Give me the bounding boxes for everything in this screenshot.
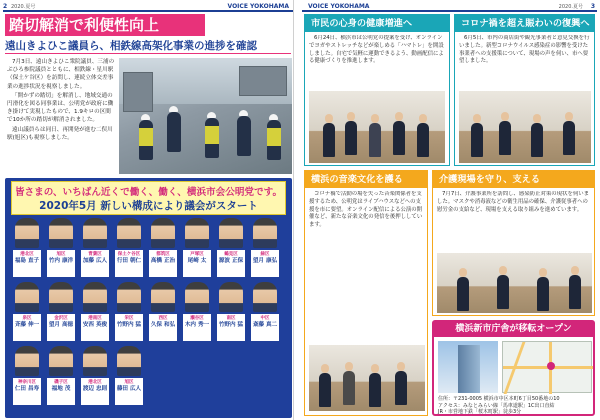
member-name-text: 藤田 広人 — [116, 386, 142, 392]
member-name — [149, 314, 177, 341]
article-paragraph: 7月3日、遠山きよひこ衆院議員、三浦のぶひろ参院議員とともに、相鉄線・星川駅（保土ケ谷区）を訪問し、連続立体交差事業の進捗状況を視察しました。 — [7, 59, 115, 90]
member-ward: 金沢区 — [54, 316, 68, 321]
council-title: 2020年5月 新しい構成により議会がスタート — [39, 200, 258, 212]
member-name — [13, 314, 41, 341]
council-member — [45, 218, 77, 278]
member-ward: 港南区 — [88, 316, 102, 321]
member-name-text: 渡辺 忠則 — [82, 386, 108, 392]
member-name — [47, 314, 75, 341]
covid-section — [454, 14, 595, 166]
station-visit-photo — [119, 58, 292, 174]
council-member — [215, 282, 247, 342]
member-name — [115, 250, 143, 277]
city-hall-ad — [432, 320, 595, 416]
member-ward: 西区 — [158, 316, 168, 321]
city-hall-access-2: JR・市営地下鉄「桜木町駅」徒歩3分 — [438, 409, 522, 416]
member-name-text: 斎藤 真二 — [252, 322, 278, 328]
music-title: 横浜の音楽文化を護る — [305, 171, 427, 188]
music-photo — [309, 345, 425, 411]
member-name — [183, 250, 211, 277]
article-body — [7, 58, 115, 176]
covid-photo — [459, 91, 591, 163]
member-ward: 戸塚区 — [190, 252, 204, 257]
member-name — [149, 250, 177, 277]
council-member — [147, 218, 179, 278]
council-header — [11, 181, 286, 215]
member-name-text: 加藤 広人 — [82, 258, 108, 264]
member-name-text: 福島 直子 — [14, 258, 40, 264]
member-portrait — [219, 282, 243, 312]
member-name — [81, 314, 109, 341]
member-name-text: 望月 高徳 — [48, 322, 74, 328]
left-page-header — [3, 3, 293, 12]
member-portrait — [117, 282, 141, 312]
council-members-panel — [5, 178, 292, 418]
council-member — [181, 282, 213, 342]
city-hall-map — [502, 341, 592, 393]
member-portrait — [151, 218, 175, 248]
music-paragraph: コロナ禍で活動の場を失った音楽関係者を支援するため、公明党はライブハウスなどへの支援を市に要望。オンライン配信による公演の開催など、新たな音楽文化の発信を後押ししています。 — [309, 191, 423, 229]
member-name — [47, 250, 75, 277]
council-member — [181, 218, 213, 278]
city-hall-address: 住所：〒231-0005 横浜市中区本町6丁目50番地の10 — [438, 396, 560, 402]
covid-text — [459, 35, 591, 87]
city-hall-ad-title: 横浜新市庁舎が移転オープン — [434, 322, 593, 337]
member-portrait — [15, 218, 39, 248]
map-pin-icon — [547, 362, 555, 370]
issue-date: 2020.夏号 — [558, 4, 583, 10]
member-name-text: 望月 康弘 — [252, 258, 278, 264]
council-member — [45, 282, 77, 342]
member-name-text: 福地 茂 — [51, 386, 71, 392]
member-ward: 南区 — [226, 316, 236, 321]
council-member — [113, 282, 145, 342]
article-headline: 踏切解消で利便性向上 — [5, 14, 205, 36]
member-portrait — [219, 218, 243, 248]
member-portrait — [185, 282, 209, 312]
article-paragraph: 「開かずの踏切」を解消し、地域交通の円滑化を図る同事業は、公明党が政府に働き掛けて実現したもので、1.9キロの区間で10か所の踏切が解消されました。 — [7, 92, 114, 124]
city-hall-building-image — [438, 341, 498, 393]
member-portrait — [117, 346, 141, 376]
member-portrait — [185, 218, 209, 248]
page-number: 3 — [590, 3, 595, 10]
health-text — [309, 35, 445, 87]
member-name — [251, 250, 279, 277]
member-portrait — [151, 282, 175, 312]
care-photo — [437, 253, 592, 313]
city-hall-info — [438, 396, 593, 416]
member-ward: 保土ケ谷区 — [117, 252, 141, 257]
right-page-header — [302, 3, 597, 12]
member-portrait — [83, 282, 107, 312]
council-member — [147, 282, 179, 342]
member-name-text: 行田 朝仁 — [116, 258, 142, 264]
member-portrait — [83, 346, 107, 376]
member-ward: 神奈川区 — [18, 380, 36, 385]
member-ward: 旭区 — [124, 380, 134, 385]
member-portrait — [253, 282, 277, 312]
health-paragraph: 6月24日、横浜市は公明党の提案を受け、オンラインでヨガやストレッチなどが楽しめる「ハマトレ」を開設しました。自宅で気軽に運動できるよう、動画配信による健康づくりを推進します。 — [309, 35, 444, 65]
member-name — [115, 378, 143, 405]
member-name-text: 竹内 康洋 — [48, 258, 74, 264]
article-paragraph: 遠山議員らは同日、再開発が進む二俣川駅(旭区)も視察しました。 — [7, 126, 113, 141]
member-ward: 栄区 — [124, 316, 134, 321]
member-portrait — [49, 282, 73, 312]
care-title: 介護現場を守り、支える — [433, 171, 594, 188]
music-section — [304, 170, 428, 416]
member-ward: 港北区 — [88, 380, 102, 385]
council-member — [113, 346, 145, 406]
member-portrait — [83, 218, 107, 248]
member-portrait — [49, 218, 73, 248]
member-name — [81, 378, 109, 405]
member-name-text: 安西 英俊 — [82, 322, 108, 328]
member-name — [47, 378, 75, 405]
right-page — [302, 0, 597, 420]
covid-title: コロナ禍を超え賑わいの復興へ — [455, 15, 594, 32]
member-name-text: 尾崎 太 — [187, 258, 207, 264]
member-name-text: 木内 秀一 — [184, 322, 210, 328]
council-member — [249, 282, 281, 342]
council-member — [79, 282, 111, 342]
member-ward: 緑区 — [260, 252, 270, 257]
member-ward: 港北区 — [20, 252, 34, 257]
brand-name: VOICE YOKOHAMA — [308, 3, 370, 10]
member-name — [217, 314, 245, 341]
council-member — [11, 218, 43, 278]
member-name — [217, 250, 245, 277]
council-member — [249, 218, 281, 278]
music-text — [309, 191, 425, 341]
member-ward: 都筑区 — [156, 252, 170, 257]
member-portrait — [15, 282, 39, 312]
council-member — [113, 218, 145, 278]
member-ward: 鶴見区 — [224, 252, 238, 257]
member-name-text: 竹野内 猛 — [116, 322, 142, 328]
article-subhead: 遠山きよひこ議員ら、相鉄線高架化事業の進捗を確認 — [5, 38, 291, 54]
member-ward: 青葉区 — [88, 252, 102, 257]
member-portrait — [253, 218, 277, 248]
page-number: 2 — [3, 3, 8, 10]
issue-date: 2020.夏号 — [11, 4, 36, 10]
brand-name: VOICE YOKOHAMA — [227, 3, 289, 10]
council-member — [11, 282, 43, 342]
member-ward: 旭区 — [56, 252, 66, 257]
member-name — [13, 378, 41, 405]
council-member — [79, 218, 111, 278]
member-ward: 瀬谷区 — [190, 316, 204, 321]
health-photo — [309, 91, 445, 163]
city-hall-access: アクセス：みなとみらい線「馬車道駅」1C出口直結 — [438, 402, 555, 409]
health-title: 市民の心身の健康増進へ — [305, 15, 449, 32]
member-name — [81, 250, 109, 277]
member-ward: 泉区 — [22, 316, 32, 321]
care-paragraph: 7月7日、介護事業所を訪問し、感染防止対策の現状を伺いました。マスクや消毒液などの衛生用品の確保、介護従事者への慰労金の支給など、現場を支える取り組みを進めています。 — [437, 191, 590, 213]
member-name — [251, 314, 279, 341]
member-name-text: 久保 和弘 — [150, 322, 176, 328]
council-tagline: 皆さまの、いちばん近くで働く、働く、横浜市会公明党です。 — [14, 187, 283, 198]
member-name-text: 源波 正保 — [218, 258, 244, 264]
member-name-text: 仁田 昌寿 — [14, 386, 40, 392]
member-name — [115, 314, 143, 341]
council-member — [79, 346, 111, 406]
covid-paragraph: 6月5日、市内の商店街や観光事業者と意見交換を行いました。新型コロナウイルス感染症の影響を受けた事業者への支援策について、現場の声を伺い、市へ要望しました。 — [459, 35, 590, 65]
member-ward: 磯子区 — [54, 380, 68, 385]
council-member — [45, 346, 77, 406]
left-page — [3, 0, 294, 420]
member-name-text: 斉藤 伸一 — [14, 322, 40, 328]
member-portrait — [49, 346, 73, 376]
member-name — [183, 314, 211, 341]
council-member — [11, 346, 43, 406]
member-ward: 中区 — [260, 316, 270, 321]
health-section — [304, 14, 450, 166]
member-name-text: 高橋 正治 — [150, 258, 176, 264]
care-section — [432, 170, 595, 316]
member-name — [13, 250, 41, 277]
member-name-text: 竹野内 猛 — [218, 322, 244, 328]
care-text — [437, 191, 592, 249]
council-member — [215, 218, 247, 278]
member-portrait — [117, 218, 141, 248]
member-portrait — [15, 346, 39, 376]
